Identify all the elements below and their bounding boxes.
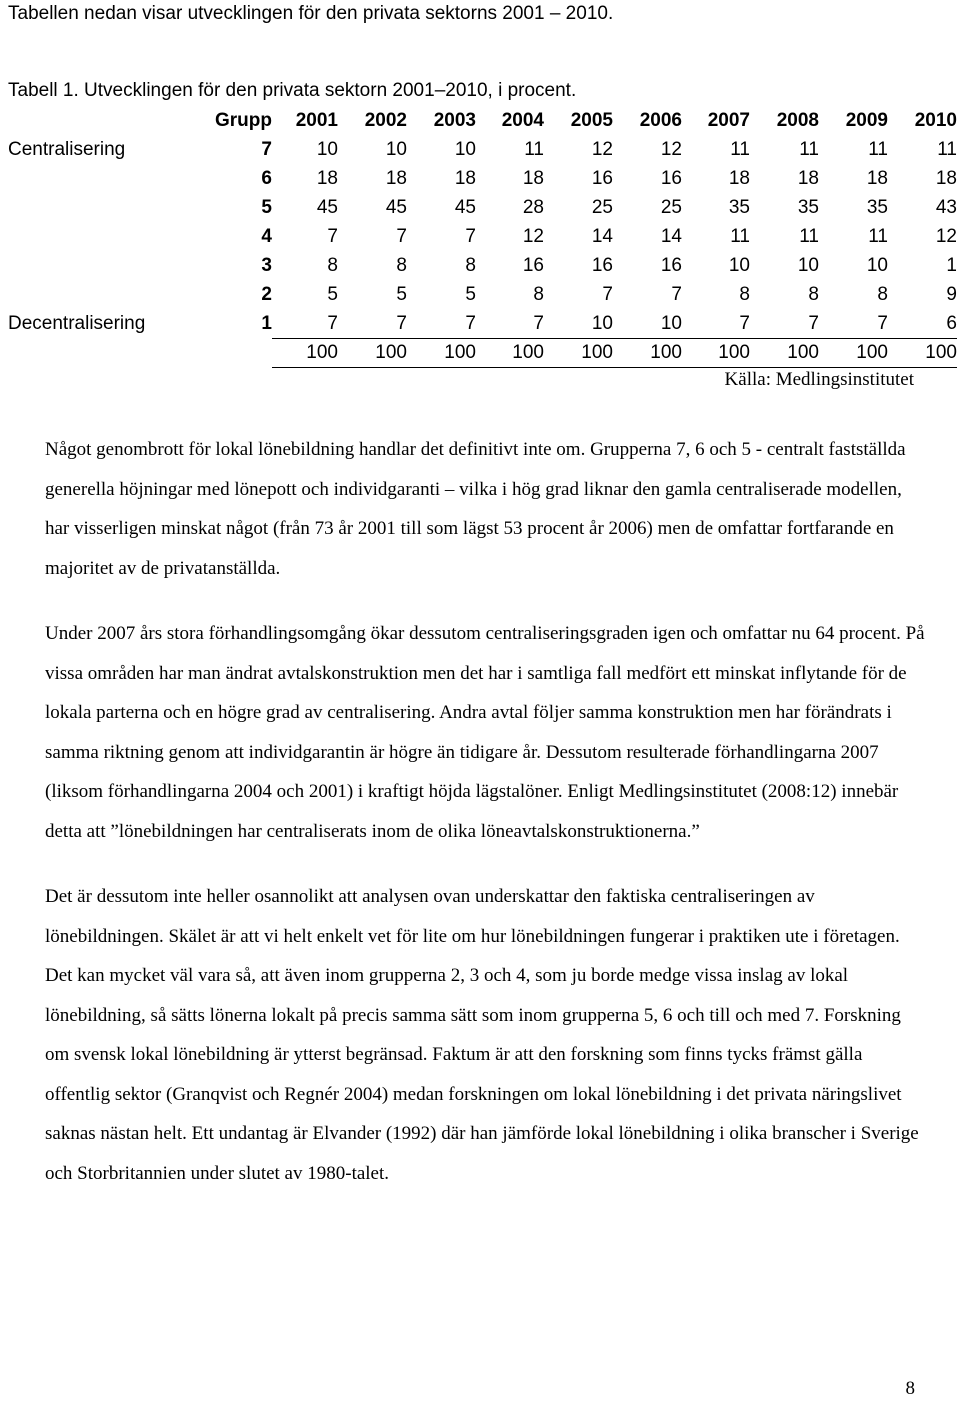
row-label <box>0 251 178 280</box>
table-cell: 45 <box>454 197 476 218</box>
table-cell: 18 <box>385 168 407 189</box>
table-cell: 8 <box>808 284 819 305</box>
total-cell: 100 <box>476 339 544 368</box>
table-cell: 8 <box>396 255 407 276</box>
table-header-year: 2010 <box>914 110 957 131</box>
table-cell: 10 <box>660 313 682 334</box>
intro-text: Tabellen nedan visar utvecklingen för den privata sektorns 2001 – 2010. <box>8 3 614 24</box>
table-cell: 45 <box>385 197 407 218</box>
table-cell: 12 <box>660 139 682 160</box>
table-cell: 5 <box>396 284 407 305</box>
table-cell: 12 <box>522 226 544 247</box>
table-cell: 35 <box>797 197 819 218</box>
row-group: 2 <box>261 284 272 305</box>
table-cell: 7 <box>671 284 682 305</box>
total-cell: 100 <box>682 339 750 368</box>
table-row <box>0 309 957 339</box>
table-total-row <box>0 339 957 368</box>
table-row <box>0 280 957 309</box>
table-cell: 25 <box>660 197 682 218</box>
total-cell: 100 <box>819 339 888 368</box>
table-cell: 7 <box>396 313 407 334</box>
table-caption: Tabell 1. Utvecklingen för den privata sektorn 2001–2010, i procent. <box>8 80 577 101</box>
table-cell: 14 <box>591 226 613 247</box>
table-cell: 8 <box>739 284 750 305</box>
row-label <box>0 164 178 193</box>
table-cell: 7 <box>465 226 476 247</box>
paragraph: Det är dessutom inte heller osannolikt att analysen ovan underskattar den faktiska centraliseringen av lönebildningen. Skälet är att vi helt enkelt vet för lite om hur lönebildningen fungerar i praktiken ute i företagen. Det kan mycket väl vara så, att även inom grupperna 2, 3 och 4, som ju borde medge vissa inslag av lokal lönebildning, så sätts lönerna lokalt på precis samma sätt som inom grupperna 5, 6 och till och med 7. Forskning om svensk lokal lönebildning är ytterst begränsad. Faktum är att den forskning som finns tycks främst gälla offentlig sektor (Granqvist och Regnér 2004) medan forskningen om lokal lönebildning i det privata näringslivet saknas nästan helt. Ett undantag är Elvander (1992) där han jämförde lokal lönebildning i olika branscher i Sverige och Storbritannien under slutet av 1980-talet. <box>45 886 919 1184</box>
table-cell: 8 <box>465 255 476 276</box>
total-cell: 100 <box>338 339 407 368</box>
row-group: 4 <box>261 226 272 247</box>
row-label: Centralisering <box>8 139 126 160</box>
table-cell: 35 <box>728 197 750 218</box>
table-header-row <box>0 106 957 135</box>
row-group: 5 <box>261 197 272 218</box>
table-cell: 11 <box>868 139 888 160</box>
row-label: Decentralisering <box>8 313 146 335</box>
paragraph: Något genombrott för lokal lönebildning handlar det definitivt inte om. Grupperna 7, 6 och 5 - centralt fastställda generella höjningar med lönepott och individgaranti – vilka i hög grad liknar den gamla centraliserade modellen, har visserligen minskat något (från 73 år 2001 till som lägst 53 procent år 2006) men de omfattar fortfarande en majoritet av de privatanställda. <box>45 439 906 579</box>
table-cell: 11 <box>524 139 544 160</box>
table-cell: 16 <box>660 168 682 189</box>
table-cell: 7 <box>808 313 819 334</box>
row-group: 1 <box>261 313 272 335</box>
table-cell: 14 <box>660 226 682 247</box>
total-cell: 100 <box>613 339 682 368</box>
table-header-label <box>0 106 178 135</box>
table-cell: 7 <box>533 313 544 334</box>
table-cell: 45 <box>316 197 338 218</box>
table-cell: 5 <box>465 284 476 305</box>
row-group: 7 <box>261 139 272 160</box>
table-cell: 7 <box>877 313 888 334</box>
table-cell: 12 <box>591 139 613 160</box>
table-cell: 10 <box>728 255 750 276</box>
table-body <box>0 135 957 368</box>
table-cell: 16 <box>591 255 613 276</box>
table-cell: 28 <box>522 197 544 218</box>
table-cell: 11 <box>937 139 957 160</box>
table-header-year: 2008 <box>776 110 819 131</box>
page-number: 8 <box>905 1378 915 1399</box>
table-cell: 7 <box>465 313 476 334</box>
table-header-year: 2007 <box>707 110 750 131</box>
row-label <box>0 193 178 222</box>
table-cell: 10 <box>454 139 476 160</box>
table-header-year: 2009 <box>845 110 888 131</box>
row-group: 6 <box>261 168 272 189</box>
table-header-year: 2001 <box>295 110 338 131</box>
table-cell: 7 <box>602 284 613 305</box>
table-cell: 43 <box>935 197 957 218</box>
table-cell: 7 <box>327 313 338 334</box>
table-row <box>0 193 957 222</box>
table-cell: 18 <box>316 168 338 189</box>
table-header-year: 2003 <box>433 110 476 131</box>
total-cell: 100 <box>888 339 957 368</box>
table-cell: 16 <box>660 255 682 276</box>
table-cell: 1 <box>946 255 957 276</box>
table-header-year: 2005 <box>570 110 613 131</box>
table-cell: 12 <box>935 226 957 247</box>
table-header-group: Grupp <box>215 110 272 131</box>
table-cell: 11 <box>799 139 819 160</box>
table-cell: 7 <box>327 226 338 247</box>
table-row <box>0 135 957 164</box>
paragraph: Under 2007 års stora förhandlingsomgång ökar dessutom centraliseringsgraden igen och omfattar nu 64 procent. På vissa områden har man ändrat avtalskonstruktion men det har i samtliga fall medfört ett minskat inflytande för de lokala parterna och en högre grad av centralisering. Andra avtal följer samma konstruktion men har förändrats i samma riktning genom att individgarantin är högre än tidigare år. Dessutom resulterade förhandlingarna 2007 (liksom förhandlingarna 2004 och 2001) i kraftigt höjda lägstalöner. Enligt Medlingsinstitutet (2008:12) innebär detta att ”lönebildningen har centraliserats inom de olika löneavtalskonstruktionerna.” <box>45 623 925 842</box>
total-cell: 100 <box>544 339 613 368</box>
table-cell: 10 <box>316 139 338 160</box>
table-cell: 7 <box>396 226 407 247</box>
data-table <box>0 106 957 368</box>
total-cell: 100 <box>750 339 819 368</box>
body-text <box>45 430 925 1219</box>
row-group: 3 <box>261 255 272 276</box>
table-cell: 11 <box>730 226 750 247</box>
total-label <box>0 339 178 368</box>
table-row <box>0 222 957 251</box>
table-cell: 10 <box>385 139 407 160</box>
table-cell: 8 <box>877 284 888 305</box>
row-label <box>0 222 178 251</box>
table-cell: 10 <box>591 313 613 334</box>
table-cell: 18 <box>728 168 750 189</box>
table-cell: 16 <box>591 168 613 189</box>
table-header-year: 2002 <box>364 110 407 131</box>
table-cell: 11 <box>868 226 888 247</box>
table-cell: 18 <box>935 168 957 189</box>
table-cell: 11 <box>730 139 750 160</box>
table-cell: 11 <box>799 226 819 247</box>
data-table-container <box>0 106 960 368</box>
table-cell: 8 <box>327 255 338 276</box>
table-header-year: 2004 <box>501 110 544 131</box>
total-cell: 100 <box>272 339 338 368</box>
total-group <box>178 339 272 368</box>
table-cell: 6 <box>946 313 957 334</box>
table-source: Källa: Medlingsinstitutet <box>724 369 914 390</box>
table-cell: 18 <box>522 168 544 189</box>
table-cell: 9 <box>946 284 957 305</box>
table-cell: 8 <box>533 284 544 305</box>
table-cell: 18 <box>454 168 476 189</box>
table-cell: 25 <box>591 197 613 218</box>
table-cell: 35 <box>866 197 888 218</box>
table-cell: 18 <box>866 168 888 189</box>
table-row <box>0 251 957 280</box>
table-row <box>0 164 957 193</box>
table-cell: 10 <box>866 255 888 276</box>
row-label <box>0 280 178 309</box>
table-cell: 18 <box>797 168 819 189</box>
table-header-year: 2006 <box>639 110 682 131</box>
table-cell: 5 <box>327 284 338 305</box>
total-cell: 100 <box>407 339 476 368</box>
table-cell: 7 <box>739 313 750 334</box>
table-cell: 16 <box>522 255 544 276</box>
table-cell: 10 <box>797 255 819 276</box>
